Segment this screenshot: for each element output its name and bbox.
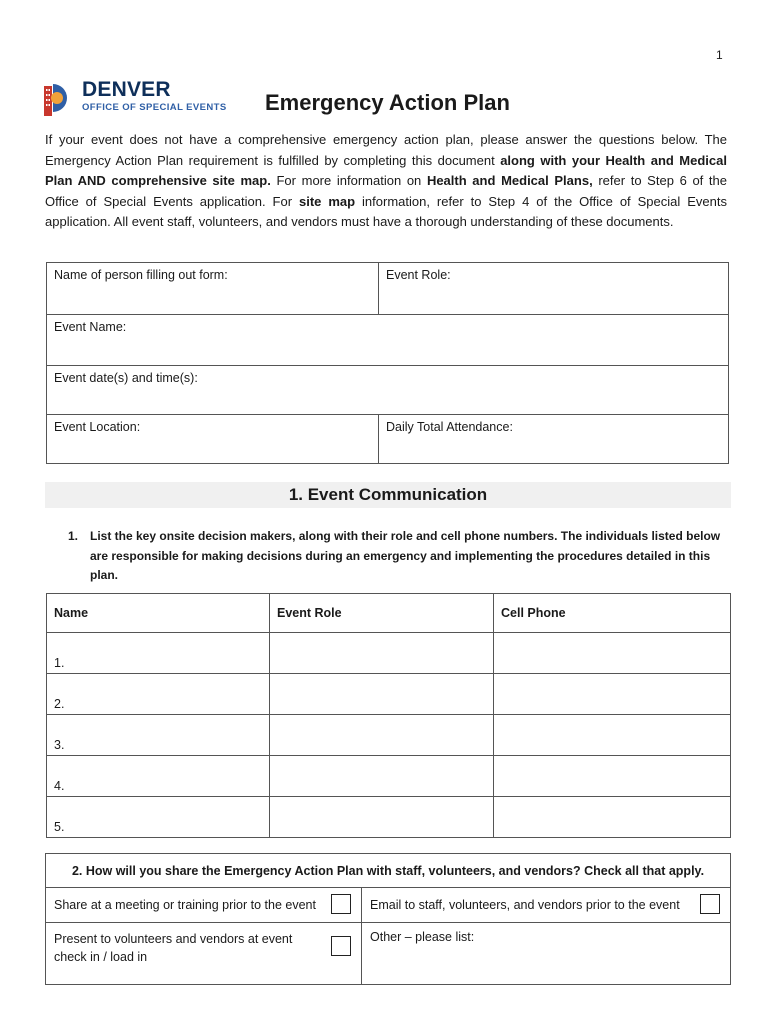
event-role-cell[interactable] <box>270 797 494 838</box>
event-role-cell[interactable] <box>270 633 494 674</box>
option-email <box>362 888 731 923</box>
event-location-field-label: Event Location: <box>54 420 141 434</box>
option-share-at-meeting-label: Share at a meeting or training prior to the event <box>54 898 316 912</box>
name-cell[interactable]: 2. <box>47 674 270 715</box>
table-row <box>47 674 731 715</box>
question-1 <box>68 527 728 586</box>
event-name-field-label: Event Name: <box>54 320 127 334</box>
denver-logo-icon <box>44 80 68 116</box>
event-info-table <box>46 262 729 464</box>
present-at-check-in-checkbox[interactable] <box>331 936 351 956</box>
name-cell[interactable]: 1. <box>47 633 270 674</box>
intro-paragraph: If your event does not have a comprehensive emergency action plan, please answer the questions below. The Emergency Action Plan requirement is fulfilled by completing this document along with your Health and Medical Plan AND comprehensive site map. For more information on Health and Medical Plans, refer to Step 6 of the Office of Special Events application. For site map information, refer to Step 4 of the Office of Special Events application. All event staff, volunteers, and vendors must have a thorough understanding of these documents. <box>45 132 727 229</box>
option-email-label: Email to staff, volunteers, and vendors prior to the event <box>370 898 680 912</box>
event-name-field[interactable] <box>47 315 729 366</box>
name-cell[interactable]: 5. <box>47 797 270 838</box>
name-cell[interactable]: 3. <box>47 715 270 756</box>
logo-wordmark: DENVER <box>82 78 171 101</box>
cell-phone-cell[interactable] <box>494 633 731 674</box>
column-header-event-role: Event Role <box>270 594 494 633</box>
question-1-number: 1. <box>68 529 79 543</box>
table-row <box>47 715 731 756</box>
document-title: Emergency Action Plan <box>265 90 510 115</box>
name-field-label: Name of person filling out form: <box>54 268 228 282</box>
event-dates-field[interactable] <box>47 366 729 415</box>
section-heading-event-communication: 1. Event Communication <box>45 482 731 508</box>
option-share-at-meeting <box>46 888 362 923</box>
logo-subtitle: OFFICE OF SPECIAL EVENTS <box>82 102 227 113</box>
cell-phone-cell[interactable] <box>494 756 731 797</box>
name-field[interactable] <box>47 263 379 315</box>
page-number: 1 <box>716 48 723 62</box>
option-other-label: Other – please list: <box>370 930 475 944</box>
event-role-field-label: Event Role: <box>386 268 451 282</box>
share-plan-table <box>45 853 731 985</box>
cell-phone-cell[interactable] <box>494 715 731 756</box>
name-cell[interactable]: 4. <box>47 756 270 797</box>
daily-attendance-field[interactable] <box>379 415 729 464</box>
event-role-cell[interactable] <box>270 715 494 756</box>
share-at-meeting-checkbox[interactable] <box>331 894 351 914</box>
question-2-text: 2. How will you share the Emergency Action Plan with staff, volunteers, and vendors? Check all that apply. <box>46 854 731 888</box>
event-role-cell[interactable] <box>270 674 494 715</box>
table-row <box>47 797 731 838</box>
table-row <box>47 633 731 674</box>
event-role-field[interactable] <box>379 263 729 315</box>
daily-attendance-field-label: Daily Total Attendance: <box>386 420 513 434</box>
option-present-label: Present to volunteers and vendors at event check in / load in <box>54 932 293 964</box>
event-dates-field-label: Event date(s) and time(s): <box>54 371 198 385</box>
email-checkbox[interactable] <box>700 894 720 914</box>
denver-office-of-special-events-logo <box>44 80 234 120</box>
decision-makers-table <box>46 593 731 838</box>
table-row <box>47 756 731 797</box>
cell-phone-cell[interactable] <box>494 674 731 715</box>
question-1-text: List the key onsite decision makers, along with their role and cell phone numbers. The individuals listed below are responsible for making decisions during an emergency and implementing the procedures detailed in this plan. <box>90 529 721 582</box>
column-header-name: Name <box>47 594 270 633</box>
option-other[interactable] <box>362 923 731 985</box>
option-present-at-check-in <box>46 923 362 985</box>
cell-phone-cell[interactable] <box>494 797 731 838</box>
column-header-cell-phone: Cell Phone <box>494 594 731 633</box>
event-location-field[interactable] <box>47 415 379 464</box>
event-role-cell[interactable] <box>270 756 494 797</box>
